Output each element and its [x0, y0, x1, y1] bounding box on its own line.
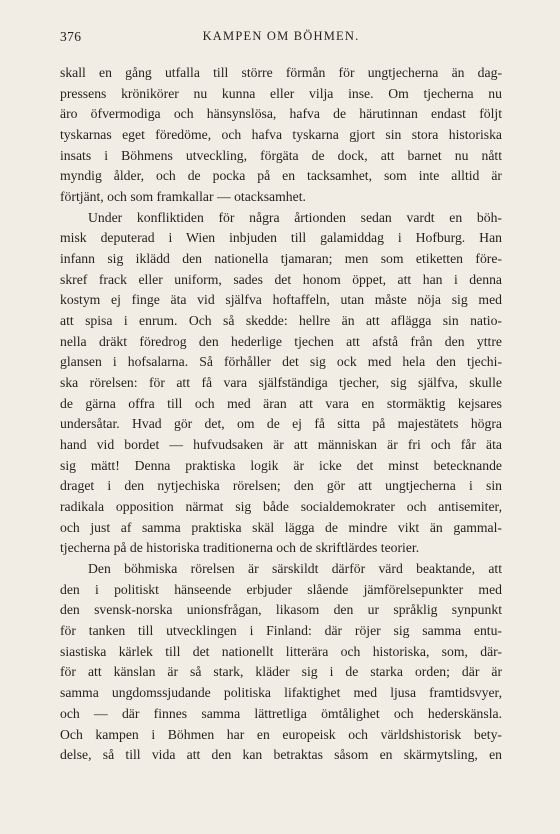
text-line: kostym ej finge äta vid själfva hoftaffeln, utan måste nöja sig med — [60, 292, 502, 308]
text-line: radikala opposition närmat sig både socialdemokrater och antisemiter, — [60, 499, 502, 515]
text-line: den svensk-norska unionsfrågan, likasom den ur språklig synpunkt — [60, 602, 502, 618]
text-line: hand vid bordet — hufvudsaken är att människan är fri och får äta — [60, 437, 502, 453]
text-line: och just af samma praktiska skäl lägga de mindre vikt än gammal- — [60, 519, 502, 535]
text-line: de gärna offra till och med äran att vara en stormäktig kejsares — [60, 395, 502, 411]
body-text — [60, 63, 502, 766]
text-line: misk deputerad i Wien inbjuden till galamiddag i Hofburg. Han — [60, 230, 502, 246]
text-line: glansen i hofsalarna. Så förhåller det sig ock med hela den tjechi- — [60, 354, 502, 370]
text-line: för att känslan är så stark, kläder sig i de starka orden; där är — [60, 664, 502, 680]
text-line: och — där finnes samma lättretliga ömtålighet och hederskänsla. — [60, 705, 502, 721]
text-line: ska rörelsen: för att få vara själfständiga tjecher, sig själfva, skulle — [60, 375, 502, 391]
text-line: Under konfliktiden för några årtionden sedan vardt en böh- — [88, 209, 502, 225]
text-line: insats i Böhmens utveckling, förgäta de dock, att barnet nu nått — [60, 147, 502, 163]
text-line: äro öfvermodiga och hänsynslösa, hafva de härutinnan endast följt — [60, 106, 502, 122]
text-line: sig mätt! Denna praktiska logik är icke det minst betecknande — [60, 457, 502, 473]
text-line: skall en gång utfalla till större förmån för ungtjecherna än dag- — [60, 65, 502, 80]
text-line: infann sig iklädd den nationella tjamaran; men som etiketten före- — [60, 251, 502, 267]
text-line: förtjänt, och som framkallar — otacksamhet. — [60, 189, 306, 205]
text-line: Och kampen i Böhmen har en europeisk och världshistorisk bety- — [60, 726, 502, 742]
text-line: samma ungdomssjudande politiska lifaktighet med ljusa framtidsvyer, — [60, 685, 502, 701]
text-line: för tanken till utvecklingen i Finland: där röjer sig samma entu- — [60, 623, 502, 639]
text-line: undersåtar. Hvad gör det, om de ej få sitta på majestätets högra — [60, 416, 502, 432]
text-line: Den böhmiska rörelsen är särskildt därför värd beaktande, att — [88, 561, 502, 577]
text-line: myndig ålder, och de pocka på en tacksamhet, som inte alltid är — [60, 168, 502, 184]
text-line: pressens krönikörer nu kunna eller vilja inse. Om tjecherna nu — [60, 85, 502, 101]
text-line: tyskarnas eget föredöme, och hafva tyskarna gjort sin stora historiska — [60, 127, 502, 143]
running-head — [60, 29, 502, 49]
text-line: tjecherna på de historiska traditionerna och de skriftlärdes teorier. — [60, 540, 420, 556]
text-line: att spisa i enrum. Och så skedde: hellre än att aflägga sin natio- — [60, 313, 502, 329]
text-line: den i politiskt hänseende erbjuder slående jämförelsepunkter med — [60, 581, 502, 597]
text-line: delse, så till vida att den kan betraktas såsom en skärmytsling, en — [60, 747, 502, 763]
page-number: 376 — [60, 29, 82, 44]
text-line: draget i den nytjechiska rörelsen; den gör att ungtjecherna i sin — [60, 478, 502, 494]
text-line: siastiska kärlek till det nationellt litterära och historiska, som, där- — [60, 643, 502, 659]
text-line: skref frack eller uniform, sades det honom öppet, att han i denna — [60, 271, 502, 287]
text-line: nella dräkt föredrog den hederlige tjechen att afstå från den yttre — [60, 333, 502, 349]
running-title: KAMPEN OM BÖHMEN. — [202, 29, 360, 43]
